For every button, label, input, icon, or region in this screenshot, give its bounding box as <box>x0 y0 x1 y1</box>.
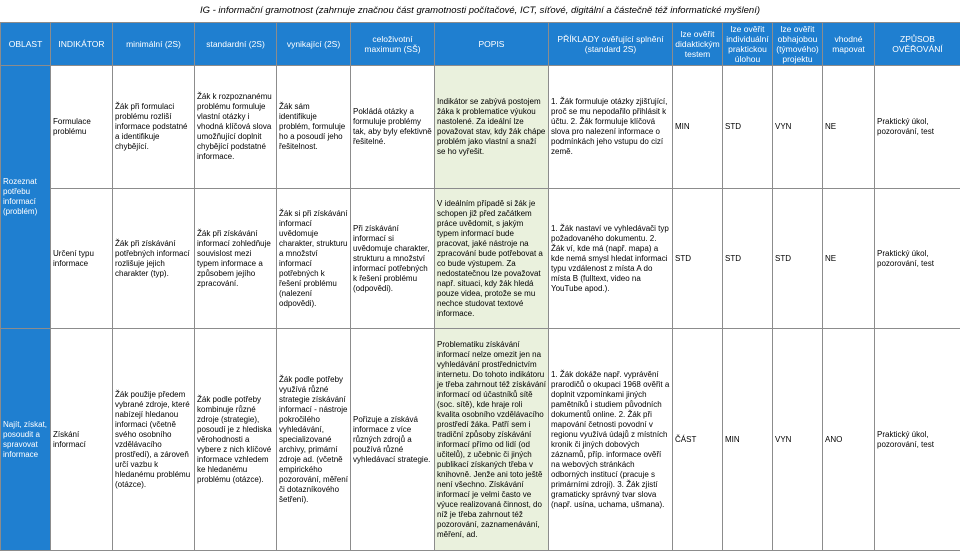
header-project: lze ověřit obhajobou (týmového) projektu <box>773 23 823 66</box>
examples-cell: 1. Žák dokáže např. vyprávění prarodičů o okupaci 1968 ověřit a doplnit vzpomínkami jiných pamětníků i studiem původních dokumentů online. 2. Žák při mapování četnosti povodní v regionu využívá údajů z místních kronik či jiných dobových záznamů, příp. informace ověří na webových stránkách odborných institucí (pracuje s primárními zdroji). 3. Žák zjistí gramaticky správný tvar slova (např. usína, uchama, ušmana). <box>549 329 673 551</box>
header-method: ZPŮSOB OVĚŘOVÁNÍ <box>875 23 960 66</box>
table-row <box>1 189 960 329</box>
desc-cell: Indikátor se zabývá postojem žáka k problematice výukou nastolené. Za ideální lze považovat stav, kdy žák chápe problém jako vlastní a snaží se ho vyřešit. <box>435 66 549 189</box>
indicator-cell: Získání informací <box>51 329 113 551</box>
header-test: lze ověřit didaktickým testem <box>673 23 723 66</box>
header-map: vhodné mapovat <box>823 23 875 66</box>
min-cell: Žák při formulaci problému rozliší informace podstatné a identifikuje chybějící. <box>113 66 195 189</box>
method-cell: Praktický úkol, pozorování, test <box>875 329 960 551</box>
method-cell: Praktický úkol, pozorování, test <box>875 189 960 329</box>
header-exc: vynikající (2S) <box>277 23 351 66</box>
std-cell: Žák k rozpoznanému problému formuluje vlastní otázky i vhodná klíčová slova umožňující doplnit chybějící podstatné informace. <box>195 66 277 189</box>
header-examples: PŘÍKLADY ověřující splnění (standard 2S) <box>549 23 673 66</box>
exc-cell: Žák sám identifikuje problém, formuluje ho a posoudí jeho řešitelnost. <box>277 66 351 189</box>
exc-cell: Žák si při získávání informací uvědomuje charakter, strukturu a množství informací potřebných k řešení problému (nalezení odpovědi). <box>277 189 351 329</box>
competency-table <box>0 22 960 551</box>
min-cell: Žák použije předem vybrané zdroje, které nabízejí hledanou informaci (včetně svého osobního vzdělávacího prostředí), a zároveň určí vazbu k hledanému problému (otázce). <box>113 329 195 551</box>
test-cell: MIN <box>673 66 723 189</box>
std-cell: Žák podle potřeby kombinuje různé zdroje (strategie), posoudí je z hlediska věrohodnosti a vybere z nich klíčové informace vzhledem ke hledanému problému (otázce). <box>195 329 277 551</box>
project-cell: VYN <box>773 329 823 551</box>
task-cell: MIN <box>723 329 773 551</box>
desc-cell: V ideálním případě si žák je schopen již před začátkem práce uvědomit, s jakým typem informací bude pracovat, jaké nástroje na zpracování bude potřebovat a co bude výstupem. Za nedostatečnou lze považovat např. situaci, kdy žák hledá pouze videa, protože se mu nechce studovat textové informace. <box>435 189 549 329</box>
task-cell: STD <box>723 189 773 329</box>
test-cell: ČÁST <box>673 329 723 551</box>
header-std: standardní (2S) <box>195 23 277 66</box>
sheet-title: IG - informační gramotnost (zahrnuje značnou část gramotnosti počítačové, ICT, síťové, digitální a částečně též informatické myšlení) <box>0 0 960 22</box>
area-cell: Rozeznat potřebu informací (problém) <box>1 66 51 329</box>
indicator-cell: Určení typu informace <box>51 189 113 329</box>
header-min: minimální (2S) <box>113 23 195 66</box>
map-cell: NE <box>823 66 875 189</box>
header-desc: POPIS <box>435 23 549 66</box>
project-cell: VYN <box>773 66 823 189</box>
max-cell: Pokládá otázky a formuluje problémy tak, aby byly efektivně řešitelné. <box>351 66 435 189</box>
examples-cell: 1. Žák formuluje otázky zjišťující, proč se mu nepodařilo přihlásit k účtu. 2. Žák formuluje klíčová slova pro nalezení informace o podmínkách jeho vstupu do cizí země. <box>549 66 673 189</box>
project-cell: STD <box>773 189 823 329</box>
map-cell: NE <box>823 189 875 329</box>
exc-cell: Žák podle potřeby využívá různé strategie získávání informací - nástroje pokročilého vyhledávání, specializované archivy, primární zdroje ad. (včetně empirického pozorování, měření či dotazníkového šetření). <box>277 329 351 551</box>
max-cell: Pořizuje a získává informace z více různých zdrojů a používá různé vyhledávací strategie. <box>351 329 435 551</box>
header-indicator: INDIKÁTOR <box>51 23 113 66</box>
max-cell: Při získávání informací si uvědomuje charakter, strukturu a množství informací potřebných k řešení problému (odpovědi). <box>351 189 435 329</box>
min-cell: Žák při získávání potřebných informací rozlišuje jejich charakter (typ). <box>113 189 195 329</box>
task-cell: STD <box>723 66 773 189</box>
header-row <box>1 23 960 66</box>
std-cell: Žák při získávání informací zohledňuje souvislost mezi typem informace a způsobem jejího zpracování. <box>195 189 277 329</box>
method-cell: Praktický úkol, pozorování, test <box>875 66 960 189</box>
table-row <box>1 66 960 189</box>
header-area: OBLAST <box>1 23 51 66</box>
area-cell: Najít, získat, posoudit a spravovat informace <box>1 329 51 551</box>
examples-cell: 1. Žák nastaví ve vyhledávači typ požadovaného dokumentu. 2. Žák ví, kde má (např. mapa) a kde nemá smysl hledat informaci typu vzdálenost z místa A do místa B (fulltext, video na YouTube apod.). <box>549 189 673 329</box>
desc-cell: Problematiku získávání informací nelze omezit jen na vyhledávání prostřednictvím internetu. Do tohoto indikátoru je třeba zahrnout též získávání informací od účastníků sítě (soc. sítě), kde hraje roli kvalita osobního vzdělávacího prostředí žáka. Patří sem i tradiční způsoby získávání informací přímo od lidí (od učitelů), z učebnic či jiných publikací získaných třeba v knihovně. Jenže ani toto ještě není všechno. Získávání informací je velmi často ve výuce realizovaná činnost, do níž je třeba zahrnout též pozorování, zaznamenávání, měření, ad. <box>435 329 549 551</box>
header-task: lze ověřit individuální praktickou úlohou <box>723 23 773 66</box>
table-row <box>1 329 960 551</box>
map-cell: ANO <box>823 329 875 551</box>
indicator-cell: Formulace problému <box>51 66 113 189</box>
test-cell: STD <box>673 189 723 329</box>
header-max: celoživotní maximum (SŠ) <box>351 23 435 66</box>
